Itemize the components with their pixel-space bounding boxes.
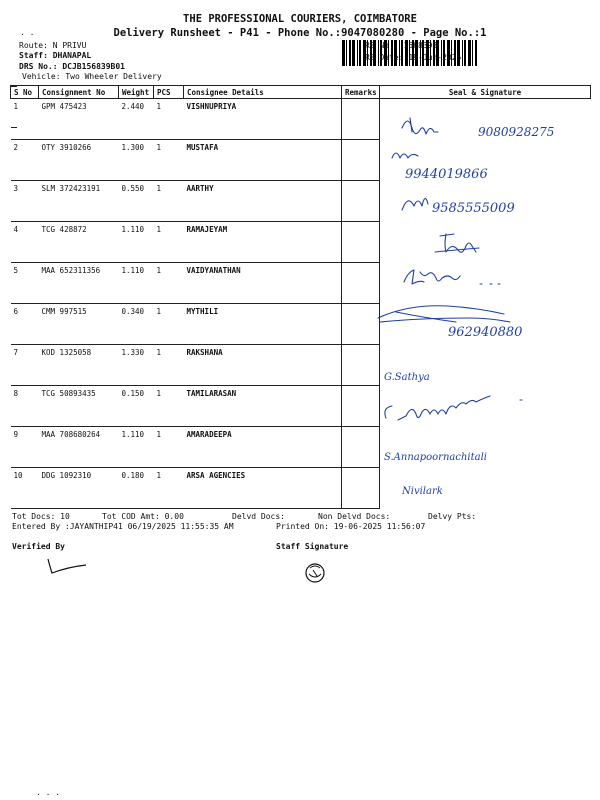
svg-text:962940880: 962940880 [448,325,523,340]
corner-mark: . . [20,28,35,37]
col-consignee: Consignee Details [184,86,342,99]
col-pcs: PCS [154,86,184,99]
signature-5 [404,270,500,284]
row-weight: 1.110 [119,222,154,263]
bottom-mark: · · · [36,790,61,799]
row-pcs: 1 [154,263,184,304]
svg-text:Nivilark: Nivilark [402,486,443,497]
row-sno: 1 [11,99,39,140]
rs-number: RS No.: 1568398 [365,41,438,50]
svg-text:9585555009: 9585555009 [432,201,515,216]
signature-8 [385,396,522,420]
svg-text:9080928275: 9080928275 [478,125,555,139]
row-consignment: CMM 997515 [39,304,119,345]
row-consignee: MYTHILI [184,304,342,345]
vehicle-label: Vehicle: Two Wheeler Delivery [22,72,162,81]
row-consignee: AARTHY [184,181,342,222]
row-pcs: 1 [154,345,184,386]
runsheet-title: Delivery Runsheet - P41 - Phone No.:9047080280 - Page No.:1 [113,27,487,39]
row-consignee: ARSA AGENCIES [184,468,342,509]
printed-on: Printed On: 19-06-2025 11:56:07 [276,522,426,531]
col-signature: Seal & Signature [380,86,591,99]
verified-by-label: Verified By [12,542,65,551]
delivery-points: Delvy Pts: [428,512,477,521]
signature-10 [401,486,443,497]
row-pcs: 1 [154,304,184,345]
staff-label: Staff: DHANAPAL [19,51,92,60]
non-delivered-docs: Non Delvd Docs: [318,512,391,521]
row-sno: 10 [11,468,39,509]
entered-by: Entered By :JAYANTHIP41 06/19/2025 11:55:35 AM [12,522,234,531]
row-pcs: 1 [154,99,184,140]
signature-6 [378,306,522,340]
row-weight: 1.110 [119,263,154,304]
row-weight: 1.300 [119,140,154,181]
row-consignment: TCG 428872 [39,222,119,263]
staff-seal-icon [303,560,327,586]
col-sno: S No [11,86,39,99]
verifier-signature [40,555,90,577]
row-consignment: DDG 1092310 [39,468,119,509]
row-sno: 9 [11,427,39,468]
col-remarks: Remarks [342,86,380,99]
row-sno: 5 [11,263,39,304]
row-pcs: 1 [154,427,184,468]
row-sno: 4 [11,222,39,263]
row-consignment: SLM 372423191 [39,181,119,222]
row-consignment: MAA 708680264 [39,427,119,468]
col-consignment: Consignment No [39,86,119,99]
row-consignee: AMARADEEPA [184,427,342,468]
row-consignee: TAMILARASAN [184,386,342,427]
row-pcs: 1 [154,181,184,222]
company-title: THE PROFESSIONAL COURIERS, COIMBATORE [183,13,417,25]
delivered-docs: Delvd Docs: [232,512,285,521]
drs-value: DCJB156839B01 [62,62,125,71]
row-weight: 0.550 [119,181,154,222]
row-sno: 7 [11,345,39,386]
row-weight: 0.180 [119,468,154,509]
row-consignee: VAIDYANATHAN [184,263,342,304]
row-sno: 6 [11,304,39,345]
row-consignment: OTY 3910266 [39,140,119,181]
row-pcs: 1 [154,386,184,427]
col-weight: Weight [119,86,154,99]
total-docs: Tot Docs: 10 [12,512,70,521]
row-sno: 2 [11,140,39,181]
row-weight: 2.440 [119,99,154,140]
signature-7 [384,372,430,383]
signature-1 [402,118,554,139]
row-pcs: 1 [154,222,184,263]
staff-signature-label: Staff Signature [276,542,349,551]
signature-3 [402,198,515,216]
row-weight: 0.150 [119,386,154,427]
row-weight: 0.340 [119,304,154,345]
total-cod-amount: Tot COD Amt: 0.00 [102,512,184,521]
row-pcs: 1 [154,468,184,509]
svg-text:9944019866: 9944019866 [405,167,488,182]
row-consignee: RAMAJEYAM [184,222,342,263]
rs-date: RS Date: 19-Jun-2025 [365,53,462,62]
signature-9 [384,452,487,463]
row-sno: 8 [11,386,39,427]
row-consignment: KOD 1325058 [39,345,119,386]
row-pcs: 1 [154,140,184,181]
route-label: Route: N PRIVU [19,41,87,50]
row-weight: 1.110 [119,427,154,468]
drs-label: DRS No.: [19,62,63,71]
signature-4 [435,234,479,252]
row-consignee: RAKSHANA [184,345,342,386]
row-consignment: MAA 652311356 [39,263,119,304]
row-weight: 1.330 [119,345,154,386]
row-consignee: VISHNUPRIYA [184,99,342,140]
row-consignment: TCG 50893435 [39,386,119,427]
row-consignee: MUSTAFA [184,140,342,181]
row-sno: 3 [11,181,39,222]
row-consignment: GPM 475423 [39,99,119,140]
svg-text:S.Annapoornachitali: S.Annapoornachitali [384,452,487,463]
signature-2 [392,153,488,182]
svg-text:G.Sathya: G.Sathya [384,372,430,383]
